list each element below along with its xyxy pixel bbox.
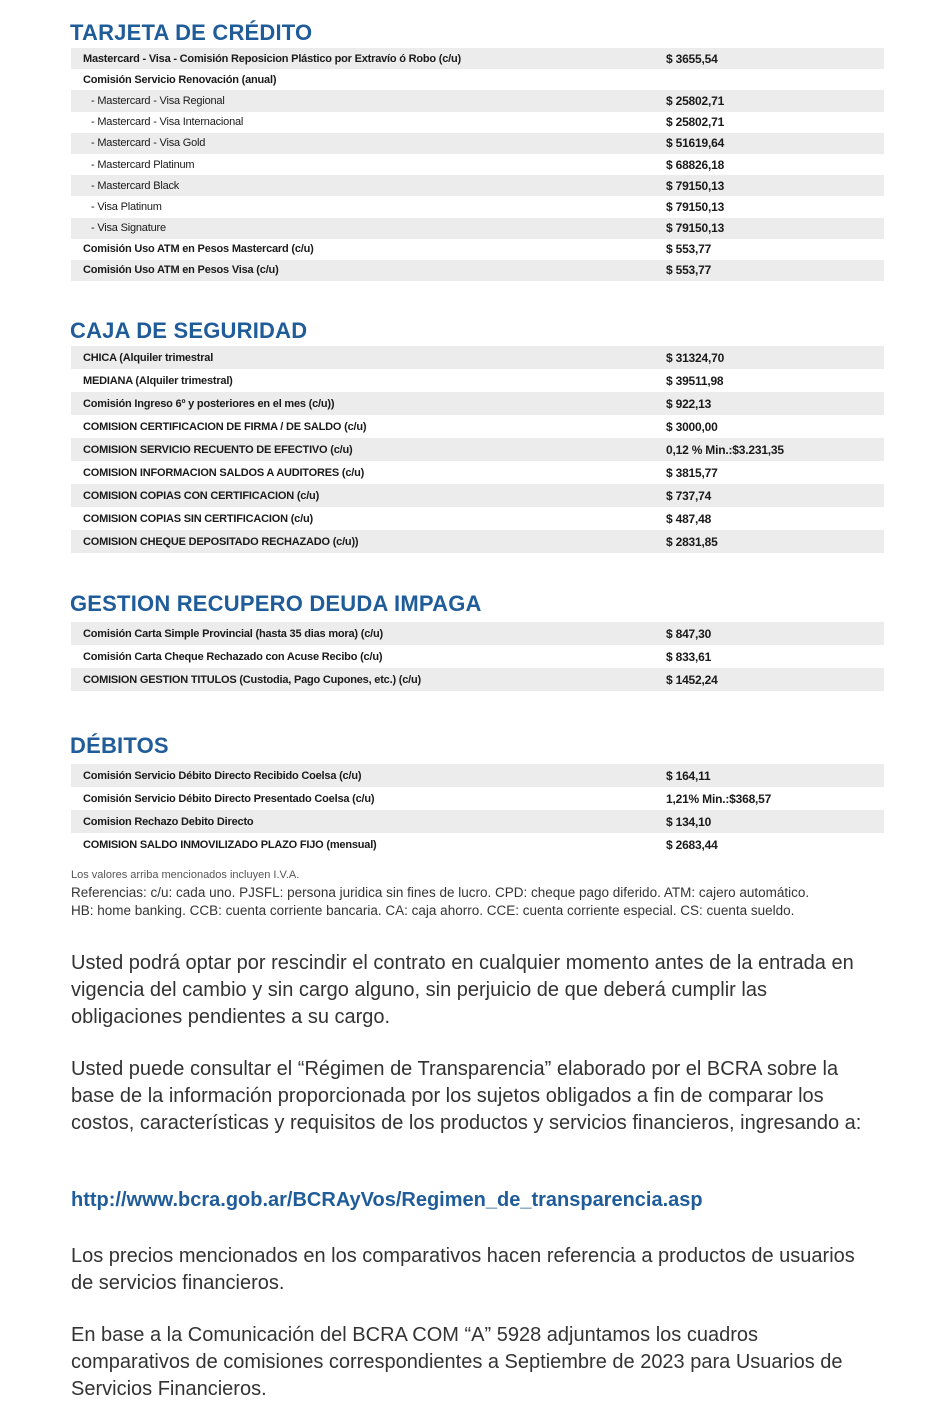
fee-value: $ 2831,85 [666, 534, 718, 549]
fee-row [71, 461, 884, 484]
paragraph-rescindir: Usted podrá optar por rescindir el contrato en cualquier momento antes de la entrada en vigencia del cambio y sin cargo alguno, sin perjuicio de que deberá cumplir las obligaciones pendientes a su cargo. [71, 952, 854, 1028]
fee-row [71, 787, 884, 810]
fee-description: Comisión Carta Simple Provincial (hasta 35 dias mora) (c/u) [83, 627, 383, 640]
fee-table-caja [71, 346, 884, 553]
fee-value: $ 833,61 [666, 649, 712, 664]
fee-description: - Mastercard - Visa Regional [91, 94, 225, 107]
fee-description: Comisión Uso ATM en Pesos Mastercard (c/u) [83, 243, 314, 256]
fee-table-gestion [71, 622, 884, 691]
fee-value: $ 79150,13 [666, 178, 725, 193]
fee-description: - Mastercard Black [91, 179, 180, 192]
paragraph-comunicacion: En base a la Comunicación del BCRA COM “A” 5928 adjuntamos los cuadros comparativos de comisiones correspondientes a Septiembre de 2023 para Usuarios de Servicios Financieros. [71, 1324, 843, 1400]
fee-description: COMISION SERVICIO RECUENTO DE EFECTIVO (c/u) [83, 443, 353, 456]
fee-row [71, 645, 884, 668]
fee-value: $ 134,10 [666, 814, 712, 829]
section-title-gestion: GESTION RECUPERO DEUDA IMPAGA [70, 591, 482, 616]
fee-description: Comisión Carta Cheque Rechazado con Acuse Recibo (c/u) [83, 650, 383, 663]
fee-value: $ 39511,98 [666, 373, 724, 388]
fee-value: 1,21% Min.:$368,57 [666, 791, 772, 806]
fee-description: COMISION INFORMACION SALDOS A AUDITORES (c/u) [83, 466, 365, 479]
paragraph-transparencia: Usted puede consultar el “Régimen de Transparencia” elaborado por el BCRA sobre la base de la información proporcionada por los sujetos obligados a fin de comparar los costos, características y requisitos de los productos y servicios financieros, ingresando a: [71, 1058, 862, 1134]
fee-description: - Mastercard Platinum [91, 158, 195, 171]
fee-description: Mastercard - Visa - Comisión Reposicion Plástico por Extravío ó Robo (c/u) [83, 52, 462, 65]
fee-row [71, 48, 884, 69]
fee-description: Comisión Servicio Renovación (anual) [83, 73, 277, 86]
fee-value: $ 3655,54 [666, 51, 718, 66]
fee-description: COMISION CERTIFICACION DE FIRMA / DE SALDO (c/u) [83, 420, 367, 433]
fee-description: COMISION COPIAS CON CERTIFICACION (c/u) [83, 489, 320, 502]
fee-row [71, 196, 884, 217]
fee-row [71, 69, 884, 90]
fee-value: $ 79150,13 [666, 221, 725, 236]
fee-row [71, 668, 884, 691]
fee-description: CHICA (Alquiler trimestral [83, 351, 214, 364]
references-line-1: Referencias: c/u: cada uno. PJSFL: persona juridica sin fines de lucro. CPD: cheque pago diferido. ATM: cajero automático. [71, 885, 810, 900]
fee-table-debitos [71, 764, 884, 856]
fee-row [71, 133, 884, 154]
fee-row [71, 90, 884, 111]
fee-row [71, 218, 884, 239]
fee-value: $ 553,77 [666, 242, 712, 257]
fee-value: $ 3815,77 [666, 465, 718, 480]
fee-row [71, 112, 884, 133]
fee-row [71, 415, 884, 438]
section-title-caja: CAJA DE SEGURIDAD [70, 318, 308, 343]
fee-value: $ 553,77 [666, 263, 712, 278]
fee-row [71, 392, 884, 415]
fee-description: Comisión Servicio Débito Directo Recibido Coelsa (c/u) [83, 769, 362, 782]
fee-value: $ 1452,24 [666, 672, 718, 687]
fee-row [71, 530, 884, 553]
fee-value: $ 2683,44 [666, 837, 718, 852]
fee-value: $ 164,11 [666, 768, 711, 783]
fee-description: - Mastercard - Visa Gold [91, 137, 206, 150]
fee-description: Comisión Ingreso 6º y posteriores en el mes (c/u)) [83, 397, 335, 410]
fee-description: COMISION SALDO INMOVILIZADO PLAZO FIJO (mensual) [83, 838, 377, 851]
fee-description: - Visa Signature [91, 222, 166, 235]
fee-description: Comision Rechazo Debito Directo [83, 815, 254, 828]
references-line-2: HB: home banking. CCB: cuenta corriente bancaria. CA: caja ahorro. CCE: cuenta corriente especial. CS: cuenta sueldo. [71, 903, 795, 918]
fee-description: Comisión Uso ATM en Pesos Visa (c/u) [83, 264, 279, 277]
fee-row [71, 438, 884, 461]
fee-row [71, 260, 884, 281]
fee-value: $ 79150,13 [666, 199, 725, 214]
fee-row [71, 369, 884, 392]
iva-note: Los valores arriba mencionados incluyen I.V.A. [71, 869, 300, 881]
fee-value: $ 847,30 [666, 626, 712, 641]
fee-value: $ 31324,70 [666, 350, 725, 365]
fee-row [71, 764, 884, 787]
bcra-transparency-link[interactable]: http://www.bcra.gob.ar/BCRAyVos/Regimen_de_transparencia.asp [71, 1189, 703, 1211]
section-title-debitos: DÉBITOS [70, 733, 169, 758]
fee-description: COMISION GESTION TITULOS (Custodia, Pago Cupones, etc.) (c/u) [83, 673, 421, 686]
fee-row [71, 154, 884, 175]
fee-row [71, 833, 884, 856]
fee-description: COMISION COPIAS SIN CERTIFICACION (c/u) [83, 512, 313, 525]
fee-table-tarjeta [71, 48, 884, 281]
fee-description: MEDIANA (Alquiler trimestral) [83, 374, 233, 387]
fee-row [71, 622, 884, 645]
fee-value: $ 51619,64 [666, 136, 725, 151]
fee-value: $ 25802,71 [666, 115, 725, 130]
fee-row [71, 507, 884, 530]
fee-value: $ 68826,18 [666, 157, 725, 172]
fee-value: $ 25802,71 [666, 93, 725, 108]
fee-value: $ 3000,00 [666, 419, 718, 434]
fee-description: Comisión Servicio Débito Directo Presentado Coelsa (c/u) [83, 792, 375, 805]
fee-value: 0,12 % Min.:$3.231,35 [666, 442, 784, 457]
fee-value: $ 487,48 [666, 511, 712, 526]
paragraph-precios: Los precios mencionados en los comparativos hacen referencia a productos de usuarios de servicios financieros. [71, 1245, 855, 1294]
fee-value: $ 737,74 [666, 488, 712, 503]
fee-row [71, 810, 884, 833]
fee-row [71, 484, 884, 507]
fee-value: $ 922,13 [666, 396, 712, 411]
section-title-tarjeta: TARJETA DE CRÉDITO [70, 20, 313, 45]
fee-row [71, 346, 884, 369]
fee-description: COMISION CHEQUE DEPOSITADO RECHAZADO (c/u)) [83, 535, 359, 548]
references-notes [71, 866, 891, 920]
fee-row [71, 239, 884, 260]
fee-description: - Mastercard - Visa Internacional [91, 116, 244, 129]
fee-description: - Visa Platinum [91, 200, 162, 213]
fee-row [71, 175, 884, 196]
